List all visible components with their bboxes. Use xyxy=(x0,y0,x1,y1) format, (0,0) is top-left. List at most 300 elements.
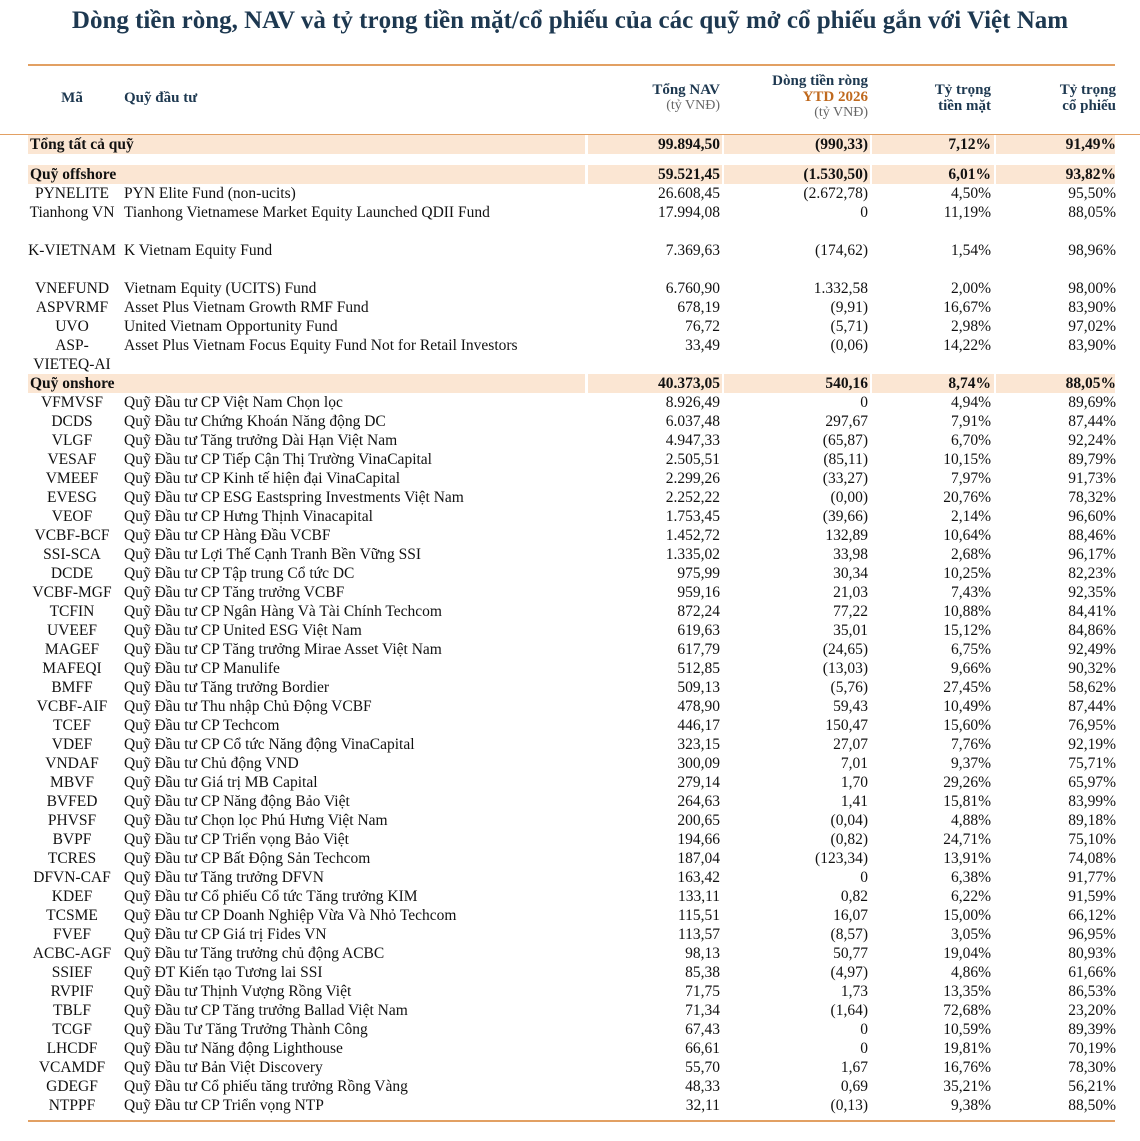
nav-value: 6.760,90 xyxy=(665,280,720,297)
cash-weight: 72,68% xyxy=(943,1002,991,1019)
table-row xyxy=(0,488,1140,507)
cash-weight: 3,05% xyxy=(950,926,991,943)
fund-name: Quỹ Đầu tư CP Manulife xyxy=(124,660,280,677)
cash-weight: 16,76% xyxy=(943,1059,991,1076)
nav-value: 115,51 xyxy=(677,907,720,924)
fund-name: Asset Plus Vietnam Focus Equity Fund Not for Retail Investors xyxy=(124,337,518,354)
equity-weight: 98,96% xyxy=(1068,242,1116,259)
header-nav-unit: (tỷ VNĐ) xyxy=(666,98,720,113)
fund-name: Quỹ Đầu tư CP Doanh Nghiệp Vừa Và Nhỏ Techcom xyxy=(124,907,457,924)
equity-weight: 91,77% xyxy=(1068,869,1116,886)
net-flow-value: (5,71) xyxy=(830,318,868,335)
net-flow-value: (1,64) xyxy=(830,1002,868,1019)
cash-weight: 6,01% xyxy=(948,166,991,183)
equity-weight: 87,44% xyxy=(1068,698,1116,715)
group-row-offshore xyxy=(0,165,1140,184)
group-label: Quỹ onshore xyxy=(30,375,115,392)
equity-weight: 89,79% xyxy=(1068,451,1116,468)
cash-weight: 2,14% xyxy=(950,508,991,525)
fund-name: Quỹ Đầu tư CP Triển vọng Bảo Việt xyxy=(124,831,349,848)
fund-name: Quỹ Đầu tư CP United ESG Việt Nam xyxy=(124,622,362,639)
net-flow-value: 132,89 xyxy=(825,527,868,544)
table-bottom-rule xyxy=(28,1120,1115,1122)
table-row xyxy=(0,583,1140,602)
cash-weight: 15,60% xyxy=(943,717,991,734)
equity-weight: 65,97% xyxy=(1068,774,1116,791)
fund-code: ACBC-AGF xyxy=(32,945,112,962)
net-flow-value: (0,82) xyxy=(830,831,868,848)
table-row xyxy=(0,203,1140,241)
fund-code: FVEF xyxy=(53,926,91,943)
cash-weight: 2,00% xyxy=(950,280,991,297)
fund-name: Quỹ Đầu tư CP Tăng trưởng Ballad Việt Nam xyxy=(124,1002,408,1019)
cash-weight: 13,35% xyxy=(943,983,991,1000)
fund-name: Quỹ Đầu tư Chọn lọc Phú Hưng Việt Nam xyxy=(124,812,388,829)
table-row xyxy=(0,982,1140,1001)
nav-value: 323,15 xyxy=(677,736,720,753)
fund-name: Quỹ Đầu tư Cổ phiếu tăng trưởng Rồng Vàng xyxy=(124,1078,408,1095)
net-flow-value: (24,65) xyxy=(822,641,868,658)
cash-weight: 6,22% xyxy=(950,888,991,905)
equity-weight: 84,41% xyxy=(1068,603,1116,620)
equity-weight: 75,71% xyxy=(1068,755,1116,772)
net-flow-value: 16,07 xyxy=(833,907,868,924)
equity-weight: 88,05% xyxy=(1065,375,1116,392)
net-flow-value: 50,77 xyxy=(833,945,868,962)
equity-weight: 84,86% xyxy=(1068,622,1116,639)
nav-value: 17.994,08 xyxy=(658,204,720,221)
fund-code: DFVN-CAF xyxy=(33,869,111,886)
fund-name: Quỹ Đầu tư Thịnh Vượng Rồng Việt xyxy=(124,983,352,1000)
net-flow-value: (85,11) xyxy=(823,451,868,468)
equity-weight: 58,62% xyxy=(1068,679,1116,696)
group-label: Tổng tất cả quỹ xyxy=(30,136,134,153)
net-flow-value: 0 xyxy=(860,869,868,886)
table-row xyxy=(0,640,1140,659)
nav-value: 163,42 xyxy=(677,869,720,886)
table-row xyxy=(0,811,1140,830)
nav-value: 264,63 xyxy=(677,793,720,810)
equity-weight: 96,17% xyxy=(1068,546,1116,563)
fund-name: Quỹ Đầu tư Tăng trưởng Bordier xyxy=(124,679,330,696)
fund-code: ASPVRMF xyxy=(35,299,109,316)
equity-weight: 75,10% xyxy=(1068,831,1116,848)
fund-name: Quỹ Đầu tư Lợi Thế Cạnh Tranh Bền Vững SSI xyxy=(124,546,421,563)
cash-weight: 10,88% xyxy=(943,603,991,620)
cash-weight: 9,37% xyxy=(950,755,991,772)
equity-weight: 76,95% xyxy=(1068,717,1116,734)
fund-code: UVO xyxy=(55,318,89,335)
fund-name: Quỹ ĐT Kiến tạo Tương lai SSI xyxy=(124,964,323,981)
fund-name: Quỹ Đầu tư Thu nhập Chủ Động VCBF xyxy=(124,698,372,715)
net-flow-value: (13,03) xyxy=(822,660,868,677)
nav-value: 4.947,33 xyxy=(665,432,720,449)
cash-weight: 24,71% xyxy=(943,831,991,848)
net-flow-value: 1,73 xyxy=(840,983,868,1000)
fund-name: Quỹ Đầu tư CP Triển vọng NTP xyxy=(124,1097,324,1114)
header-equity-line2: cổ phiếu xyxy=(1062,98,1116,114)
table-row xyxy=(0,602,1140,621)
fund-name: Quỹ Đầu tư CP Việt Nam Chọn lọc xyxy=(124,394,343,411)
fund-code: VFMVSF xyxy=(40,394,104,411)
equity-weight: 80,93% xyxy=(1068,945,1116,962)
nav-value: 113,57 xyxy=(677,926,720,943)
header-flow-label: Dòng tiền ròng xyxy=(772,73,868,89)
nav-value: 300,09 xyxy=(677,755,720,772)
fund-code: VLGF xyxy=(51,432,93,449)
fund-name: Quỹ Đầu tư CP Năng động Bảo Việt xyxy=(124,793,350,810)
fund-code: MAGEF xyxy=(44,641,100,658)
nav-value: 975,99 xyxy=(677,565,720,582)
nav-value: 67,43 xyxy=(685,1021,720,1038)
table-row xyxy=(0,336,1140,374)
table-header xyxy=(0,68,1140,126)
net-flow-value: 0 xyxy=(860,1021,868,1038)
net-flow-value: 30,34 xyxy=(833,565,868,582)
equity-weight: 96,60% xyxy=(1068,508,1116,525)
table-row xyxy=(0,184,1140,203)
fund-code: VMEEF xyxy=(45,470,99,487)
fund-code: BVPF xyxy=(52,831,92,848)
cash-weight: 4,94% xyxy=(950,394,991,411)
header-cash-line2: tiền mặt xyxy=(938,98,991,114)
header-flow-unit: (tỷ VNĐ) xyxy=(814,105,868,120)
fund-code: TCEF xyxy=(53,717,91,734)
table-row xyxy=(0,241,1140,279)
nav-value: 71,34 xyxy=(685,1002,720,1019)
fund-code: KDEF xyxy=(51,888,93,905)
total-row xyxy=(0,134,1140,154)
fund-name: Quỹ Đầu tư Tăng trưởng chủ động ACBC xyxy=(124,945,385,962)
nav-value: 6.037,48 xyxy=(665,413,720,430)
cash-weight: 8,74% xyxy=(948,375,991,392)
nav-value: 678,19 xyxy=(677,299,720,316)
cash-weight: 7,91% xyxy=(950,413,991,430)
equity-weight: 91,73% xyxy=(1068,470,1116,487)
fund-code: K-VIETNAM xyxy=(28,242,116,259)
net-flow-value: 1,70 xyxy=(840,774,868,791)
table-row xyxy=(0,1039,1140,1058)
equity-weight: 88,05% xyxy=(1068,204,1116,221)
cash-weight: 27,45% xyxy=(943,679,991,696)
fund-name: Quỹ Đầu tư CP Hàng Đầu VCBF xyxy=(124,527,331,544)
net-flow-value: (174,62) xyxy=(815,242,868,259)
fund-name: Quỹ Đầu tư Cổ phiếu Cổ tức Tăng trưởng KIM xyxy=(124,888,418,905)
fund-code: GDEGF xyxy=(46,1078,98,1095)
fund-code: TBLF xyxy=(53,1002,91,1019)
equity-weight: 88,50% xyxy=(1068,1097,1116,1114)
row-spacer xyxy=(0,154,1140,165)
cash-weight: 1,54% xyxy=(950,242,991,259)
fund-name: Quỹ Đầu tư CP ESG Eastspring Investments Việt Nam xyxy=(124,489,464,506)
table-row xyxy=(0,317,1140,336)
cash-weight: 4,88% xyxy=(950,812,991,829)
fund-name: Quỹ Đầu tư CP Tập trung Cổ tức DC xyxy=(124,565,355,582)
nav-value: 512,85 xyxy=(677,660,720,677)
cash-weight: 15,12% xyxy=(943,622,991,639)
net-flow-value: (8,57) xyxy=(830,926,868,943)
equity-weight: 96,95% xyxy=(1068,926,1116,943)
table-row xyxy=(0,849,1140,868)
fund-code: VNDAF xyxy=(45,755,99,772)
equity-weight: 92,35% xyxy=(1068,584,1116,601)
nav-value: 619,63 xyxy=(677,622,720,639)
equity-weight: 74,08% xyxy=(1068,850,1116,867)
table-row xyxy=(0,716,1140,735)
table-row xyxy=(0,1001,1140,1020)
fund-name: Quỹ Đầu tư Chứng Khoán Năng động DC xyxy=(124,413,386,430)
net-flow-value: (4,97) xyxy=(830,964,868,981)
cash-weight: 7,97% xyxy=(950,470,991,487)
equity-weight: 92,49% xyxy=(1068,641,1116,658)
fund-table-body xyxy=(0,134,1140,1115)
equity-weight: 92,19% xyxy=(1068,736,1116,753)
fund-code: VCBF-BCF xyxy=(34,527,110,544)
net-flow-value: 59,43 xyxy=(833,698,868,715)
table-row xyxy=(0,393,1140,412)
header-equity xyxy=(1060,82,1116,114)
equity-weight: 92,24% xyxy=(1068,432,1116,449)
cash-weight: 20,76% xyxy=(943,489,991,506)
net-flow-value: 297,67 xyxy=(825,413,868,430)
fund-code: VCAMDF xyxy=(38,1059,106,1076)
nav-value: 59.521,45 xyxy=(658,166,720,183)
nav-value: 66,61 xyxy=(685,1040,720,1057)
equity-weight: 66,12% xyxy=(1068,907,1116,924)
header-flow-period: YTD 2026 xyxy=(802,89,868,105)
table-row xyxy=(0,925,1140,944)
nav-value: 55,70 xyxy=(685,1059,720,1076)
fund-name: Quỹ Đầu tư CP Ngân Hàng Và Tài Chính Techcom xyxy=(124,603,442,620)
table-row xyxy=(0,944,1140,963)
net-flow-value: (5,76) xyxy=(830,679,868,696)
cash-weight: 10,64% xyxy=(943,527,991,544)
equity-weight: 98,00% xyxy=(1068,280,1116,297)
header-cash-line1: Tỷ trọng xyxy=(934,82,991,98)
cash-weight: 10,49% xyxy=(943,698,991,715)
net-flow-value: 1,41 xyxy=(840,793,868,810)
net-flow-value: 27,07 xyxy=(833,736,868,753)
fund-code: MAFEQI xyxy=(42,660,102,677)
fund-code: TCRES xyxy=(47,850,97,867)
net-flow-value: 21,03 xyxy=(833,584,868,601)
equity-weight: 78,32% xyxy=(1068,489,1116,506)
fund-code: SSIEF xyxy=(51,964,93,981)
nav-value: 2.299,26 xyxy=(665,470,720,487)
net-flow-value: 150,47 xyxy=(825,717,868,734)
table-row xyxy=(0,564,1140,583)
net-flow-value: (0,13) xyxy=(830,1097,868,1114)
net-flow-value: 1,67 xyxy=(840,1059,868,1076)
nav-value: 71,75 xyxy=(685,983,720,1000)
nav-value: 76,72 xyxy=(685,318,720,335)
net-flow-value: (2.672,78) xyxy=(803,185,868,202)
fund-name: Quỹ Đầu tư CP Tăng trưởng VCBF xyxy=(124,584,345,601)
equity-weight: 89,69% xyxy=(1068,394,1116,411)
table-row xyxy=(0,279,1140,298)
cash-weight: 16,67% xyxy=(943,299,991,316)
fund-name: Vietnam Equity (UCITS) Fund xyxy=(124,280,317,297)
equity-weight: 83,99% xyxy=(1068,793,1116,810)
net-flow-value: 77,22 xyxy=(833,603,868,620)
fund-code: LHCDF xyxy=(46,1040,98,1057)
cash-weight: 4,50% xyxy=(950,185,991,202)
fund-name: Quỹ Đầu tư CP Hưng Thịnh Vinacapital xyxy=(124,508,373,525)
nav-value: 1.335,02 xyxy=(665,546,720,563)
net-flow-value: (33,27) xyxy=(822,470,868,487)
equity-weight: 23,20% xyxy=(1068,1002,1116,1019)
net-flow-value: (0,00) xyxy=(830,489,868,506)
equity-weight: 95,50% xyxy=(1068,185,1116,202)
cash-weight: 2,68% xyxy=(950,546,991,563)
equity-weight: 70,19% xyxy=(1068,1040,1116,1057)
table-row xyxy=(0,431,1140,450)
cash-weight: 14,22% xyxy=(943,337,991,354)
fund-name: Asset Plus Vietnam Growth RMF Fund xyxy=(124,299,369,316)
cash-weight: 35,21% xyxy=(943,1078,991,1095)
cash-weight: 7,76% xyxy=(950,736,991,753)
table-row xyxy=(0,754,1140,773)
fund-name: Quỹ Đầu tư CP Bất Động Sản Techcom xyxy=(124,850,371,867)
net-flow-value: 0 xyxy=(860,204,868,221)
nav-value: 48,33 xyxy=(685,1078,720,1095)
table-row xyxy=(0,773,1140,792)
net-flow-value: (65,87) xyxy=(822,432,868,449)
cash-weight: 2,98% xyxy=(950,318,991,335)
fund-code: NTPPF xyxy=(48,1097,96,1114)
cash-weight: 13,91% xyxy=(943,850,991,867)
equity-weight: 93,82% xyxy=(1065,166,1116,183)
net-flow-value: (39,66) xyxy=(822,508,868,525)
nav-value: 98,13 xyxy=(685,945,720,962)
fund-name: Quỹ Đầu tư Tăng trưởng DFVN xyxy=(124,869,324,886)
table-row xyxy=(0,735,1140,754)
header-nav-label: Tổng NAV xyxy=(652,82,720,98)
equity-weight: 83,90% xyxy=(1068,337,1116,354)
cash-weight: 10,59% xyxy=(943,1021,991,1038)
page-title: Dòng tiền ròng, NAV và tỷ trọng tiền mặt/cổ phiếu của các quỹ mở cổ phiếu gắn với Việt Nam xyxy=(71,7,1069,34)
nav-value: 1.753,45 xyxy=(665,508,720,525)
nav-value: 7.369,63 xyxy=(665,242,720,259)
fund-code: VEOF xyxy=(51,508,93,525)
nav-value: 8.926,49 xyxy=(665,394,720,411)
header-code: Mã xyxy=(61,90,83,106)
table-row xyxy=(0,412,1140,431)
fund-code: PHVSF xyxy=(47,812,97,829)
header-flow xyxy=(772,73,868,121)
header-fund: Quỹ đầu tư xyxy=(124,90,198,106)
nav-value: 509,13 xyxy=(677,679,720,696)
net-flow-value: (123,34) xyxy=(815,850,868,867)
net-flow-value: 0 xyxy=(860,1040,868,1057)
group-label: Quỹ offshore xyxy=(30,166,117,183)
header-top-rule xyxy=(28,64,1115,66)
net-flow-value: (990,33) xyxy=(815,136,868,153)
net-flow-value: 0,69 xyxy=(840,1078,868,1095)
fund-code: BMFF xyxy=(51,679,93,696)
fund-code: VNEFUND xyxy=(34,280,110,297)
net-flow-value: 35,01 xyxy=(833,622,868,639)
equity-weight: 56,21% xyxy=(1068,1078,1116,1095)
table-row xyxy=(0,868,1140,887)
table-row xyxy=(0,1096,1140,1115)
fund-code: VCBF-MGF xyxy=(32,584,112,601)
fund-code: PYNELITE xyxy=(34,185,110,202)
fund-name: Quỹ Đầu tư Tăng trưởng Dài Hạn Việt Nam xyxy=(124,432,398,449)
nav-value: 187,04 xyxy=(677,850,720,867)
nav-value: 2.252,22 xyxy=(665,489,720,506)
net-flow-value: 0 xyxy=(860,394,868,411)
net-flow-value: 0,82 xyxy=(840,888,868,905)
nav-value: 26.608,45 xyxy=(658,185,720,202)
nav-value: 478,90 xyxy=(677,698,720,715)
table-row xyxy=(0,545,1140,564)
fund-code: EVESG xyxy=(47,489,97,506)
table-row xyxy=(0,507,1140,526)
equity-weight: 82,23% xyxy=(1068,565,1116,582)
table-row xyxy=(0,450,1140,469)
nav-value: 85,38 xyxy=(685,964,720,981)
cash-weight: 10,25% xyxy=(943,565,991,582)
equity-weight: 88,46% xyxy=(1068,527,1116,544)
equity-weight: 86,53% xyxy=(1068,983,1116,1000)
cash-weight: 10,15% xyxy=(943,451,991,468)
table-row xyxy=(0,906,1140,925)
nav-value: 32,11 xyxy=(685,1097,720,1114)
table-row xyxy=(0,792,1140,811)
cash-weight: 6,70% xyxy=(950,432,991,449)
fund-code: TCGF xyxy=(52,1021,92,1038)
fund-name: Quỹ Đầu tư CP Tiếp Cận Thị Trường VinaCapital xyxy=(124,451,432,468)
nav-value: 446,17 xyxy=(677,717,720,734)
fund-name: Tianhong Vietnamese Market Equity Launched QDII Fund xyxy=(124,204,490,221)
fund-name: Quỹ Đầu tư CP Kinh tế hiện đại VinaCapital xyxy=(124,470,401,487)
nav-value: 1.452,72 xyxy=(665,527,720,544)
fund-code: DCDS xyxy=(51,413,93,430)
fund-name: Quỹ Đầu tư Năng động Lighthouse xyxy=(124,1040,343,1057)
cash-weight: 19,04% xyxy=(943,945,991,962)
table-row xyxy=(0,1058,1140,1077)
table-row xyxy=(0,1020,1140,1039)
nav-value: 99.894,50 xyxy=(658,136,720,153)
fund-code: TCFIN xyxy=(49,603,95,620)
fund-name: Quỹ Đầu tư CP Tăng trưởng Mirae Asset Việt Nam xyxy=(124,641,442,658)
net-flow-value: (1.530,50) xyxy=(803,166,868,183)
header-nav xyxy=(652,82,720,114)
fund-name: Quỹ Đầu tư CP Giá trị Fides VN xyxy=(124,926,327,943)
fund-code: VCBF-AIF xyxy=(36,698,108,715)
nav-value: 200,65 xyxy=(677,812,720,829)
fund-name: United Vietnam Opportunity Fund xyxy=(124,318,338,335)
nav-value: 872,24 xyxy=(677,603,720,620)
nav-value: 40.373,05 xyxy=(658,375,720,392)
nav-value: 617,79 xyxy=(677,641,720,658)
fund-code: UVEEF xyxy=(47,622,97,639)
nav-value: 959,16 xyxy=(677,584,720,601)
nav-value: 279,14 xyxy=(677,774,720,791)
fund-name: Quỹ Đầu Tư Tăng Trưởng Thành Công xyxy=(124,1021,368,1038)
cash-weight: 9,66% xyxy=(950,660,991,677)
cash-weight: 7,43% xyxy=(950,584,991,601)
fund-name: Quỹ Đầu tư Giá trị MB Capital xyxy=(124,774,318,791)
cash-weight: 7,12% xyxy=(948,136,991,153)
equity-weight: 97,02% xyxy=(1068,318,1116,335)
fund-name: PYN Elite Fund (non-ucits) xyxy=(124,185,296,202)
fund-name: Quỹ Đầu tư Chủ động VND xyxy=(124,755,299,772)
table-row xyxy=(0,697,1140,716)
nav-value: 33,49 xyxy=(685,337,720,354)
net-flow-value: 33,98 xyxy=(833,546,868,563)
